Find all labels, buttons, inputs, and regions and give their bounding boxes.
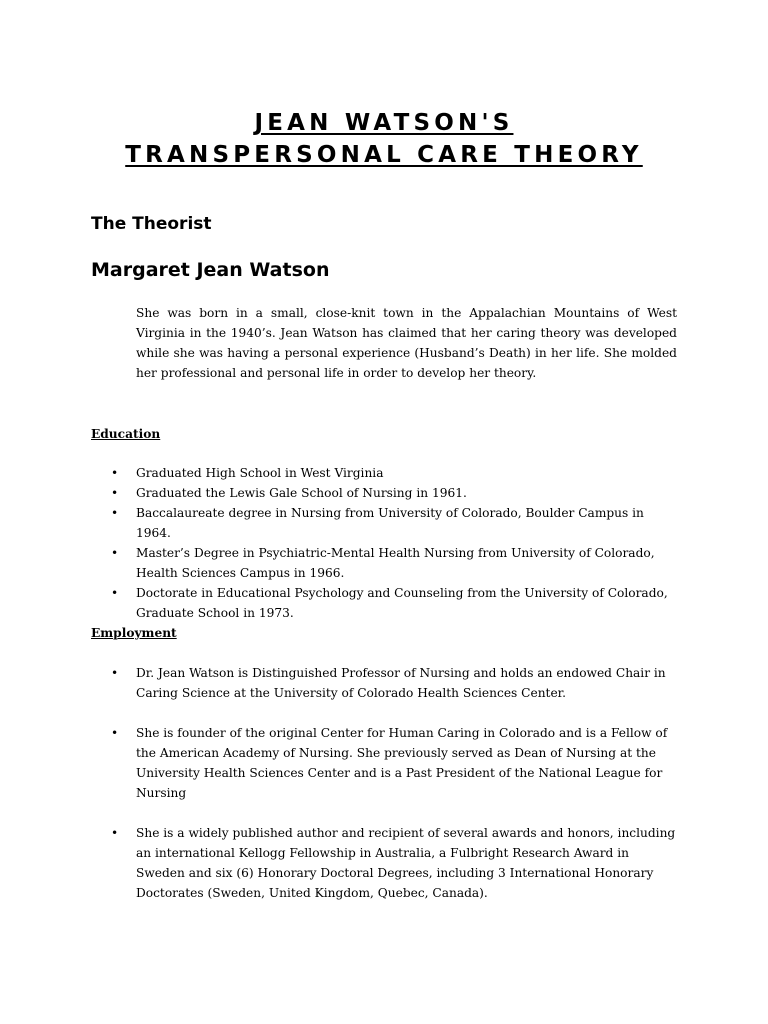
intro-paragraph: She was born in a small, close-knit town in the Appalachian Mountains of West Virginia in the 1940’s. Jean Watson has claimed that her caring theory was developed while she was having a personal experience (Husband’s Death) in her life. She molded her professional and personal life in order to develop her theory. bbox=[136, 306, 677, 380]
bullet-icon: • bbox=[111, 826, 119, 840]
employment-list bbox=[0, 663, 677, 923]
education-item-text: Baccalaureate degree in Nursing from University of Colorado, Boulder Campus in 1964. bbox=[136, 506, 644, 540]
bullet-icon: • bbox=[111, 666, 119, 680]
education-item bbox=[0, 463, 677, 483]
bullet-icon: • bbox=[111, 726, 119, 740]
employment-item-text: She is a widely published author and recipient of several awards and honors, including an international Kellogg Fellowship in Australia, a Fulbright Research Award in Sweden and six (6) Honorary Doctoral Degrees, including 3 International Honorary Doctorates (Sweden, United Kingdom, Quebec, Canada). bbox=[136, 826, 676, 900]
bullet-icon: • bbox=[111, 466, 119, 480]
education-item-text: Doctorate in Educational Psychology and Counseling from the University of Colorado, Graduate School in 1973. bbox=[136, 586, 668, 620]
theorist-name: Margaret Jean Watson bbox=[91, 259, 330, 281]
education-heading: Education bbox=[91, 427, 161, 441]
education-item bbox=[0, 503, 677, 543]
document-title-line-2: TRANSPERSONAL CARE THEORY bbox=[125, 142, 643, 168]
employment-item bbox=[0, 823, 677, 903]
bullet-icon: • bbox=[111, 546, 119, 560]
education-item-text: Master’s Degree in Psychiatric-Mental Health Nursing from University of Colorado, Health Sciences Campus in 1966. bbox=[136, 546, 655, 580]
education-item bbox=[0, 483, 677, 503]
education-item bbox=[0, 583, 677, 623]
bullet-icon: • bbox=[111, 586, 119, 600]
employment-item bbox=[0, 723, 677, 803]
bullet-icon: • bbox=[111, 506, 119, 520]
employment-item bbox=[0, 663, 677, 703]
employment-item-text: Dr. Jean Watson is Distinguished Professor of Nursing and holds an endowed Chair in Caring Science at the University of Colorado Health Sciences Center. bbox=[136, 666, 666, 700]
employment-item-text: She is founder of the original Center for Human Caring in Colorado and is a Fellow of the American Academy of Nursing. She previously served as Dean of Nursing at the University Health Sciences Center and is a Past President of the National League for Nursing bbox=[136, 726, 668, 800]
document-title-line-1: JEAN WATSON'S bbox=[254, 110, 514, 136]
education-list bbox=[0, 463, 677, 623]
education-item bbox=[0, 543, 677, 583]
employment-heading: Employment bbox=[91, 626, 177, 640]
education-item-text: Graduated High School in West Virginia bbox=[136, 466, 384, 480]
education-item-text: Graduated the Lewis Gale School of Nursing in 1961. bbox=[136, 486, 467, 500]
bullet-icon: • bbox=[111, 486, 119, 500]
section-heading-theorist: The Theorist bbox=[91, 214, 212, 234]
